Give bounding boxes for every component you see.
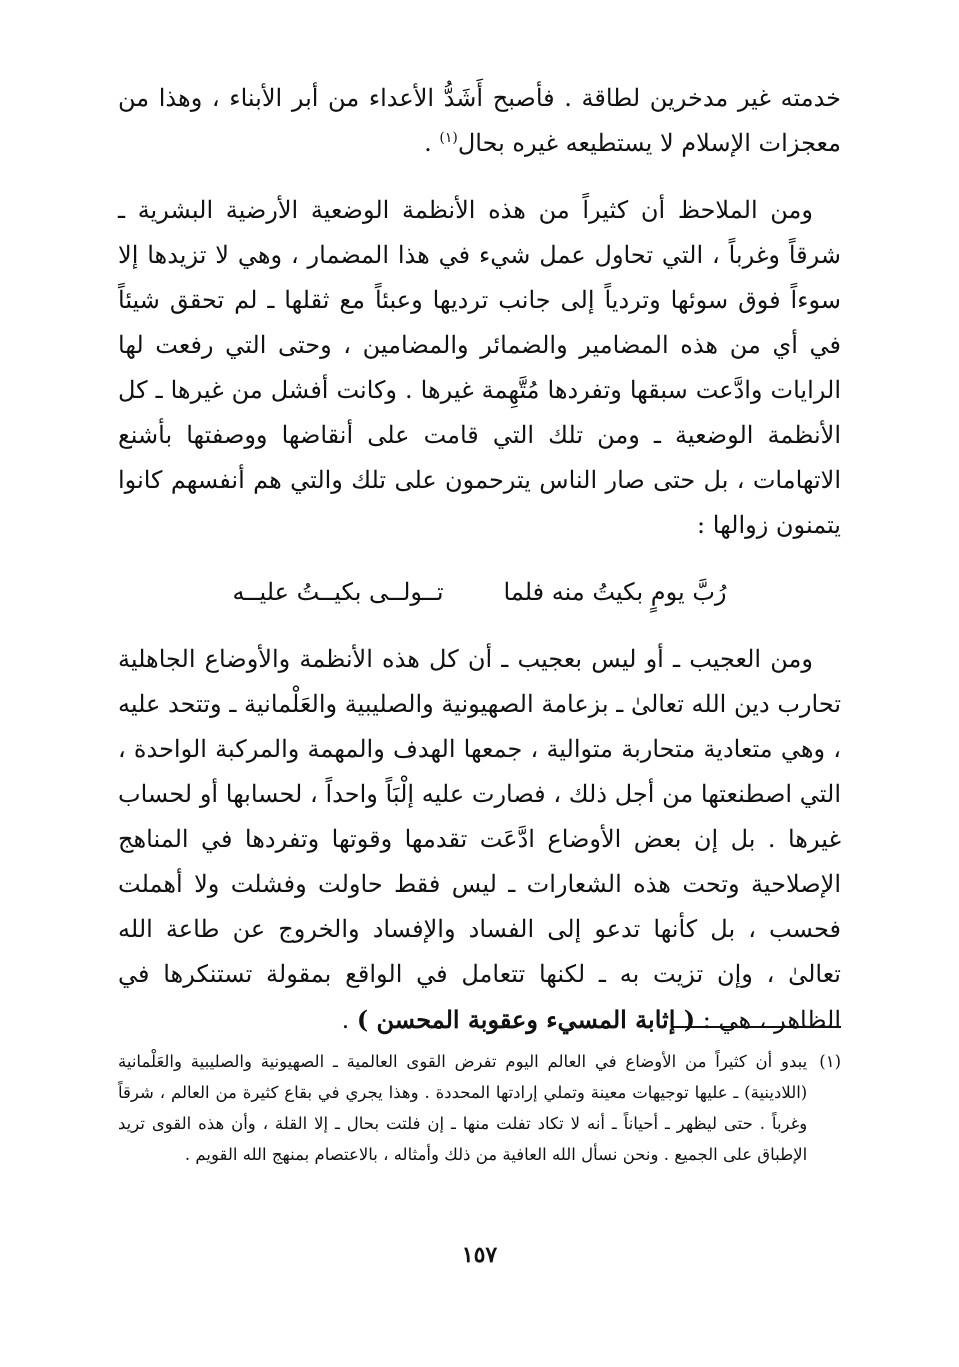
paragraph-3 — [118, 637, 841, 1043]
poetry-verse — [118, 570, 841, 615]
footnote — [118, 1046, 841, 1170]
page-number: ١٥٧ — [461, 1242, 498, 1268]
verse-first-hemistich: رُبَّ يومٍ بكيتُ منه فلما — [503, 578, 727, 606]
footnote-divider — [673, 1026, 841, 1028]
footnote-number: (١) — [819, 1052, 841, 1071]
paragraph-1-text: خدمته غير مدخرين لطاقة . فأصبح أَشَدُّ الأعداء من أبر الأبناء ، وهذا من معجزات الإسلام لا يستطيعه غيره بحال — [118, 84, 842, 157]
verse-second-hemistich: تــولــى بكيــتُ عليــه — [232, 578, 444, 606]
paragraph-3-end: . — [341, 1006, 357, 1034]
footnote-text: يبدو أن كثيراً من الأوضاع في العالم اليوم تفرض القوى العالمية ـ الصهيونية والصليبية والعَلْمانية (اللادينية) ـ عليها توجيهات معينة وتملي إرادتها المحددة . وهذا يجري في بقاع كثيرة من العالم ، شرقاً وغرباً . حتى ليظهر ـ أحياناً ـ أنه لا تكاد تفلت منها ـ إن فلتت بحال ـ إلا القلة ، وأن هذه القوى تريد الإطباق على الجميع . ونحن نسأل الله العافية من ذلك وأمثاله ، بالاعتصام بمنهج الله القويم . — [118, 1052, 808, 1164]
footnote-reference: (١) — [439, 130, 458, 146]
paragraph-2: ومن الملاحظ أن كثيراً من هذه الأنظمة الوضعية الأرضية البشرية ـ شرقاً وغرباً ، التي تحاول عمل شيء في هذا المضمار ، وهي لا تزيدها إلا سوءاً فوق سوئها وتردياً إلى جانب ترديها وعبئاً مع ثقلها ـ لم تحقق شيئاً في أي من هذه المضامير والضمائر والمضامين ، وحتى التي رفعت لها الرايات وادَّعت سبقها وتفردها مُتَّهِمة غيرها . وكانت أفشل من غيرها ـ كل الأنظمة الوضعية ـ ومن تلك التي قامت على أنقاضها ووصفتها بأشنع الاتهامات ، بل حتى صار الناس يترحمون على تلك والتي هم أنفسهم كانوا يتمنون زوالها : — [118, 196, 841, 539]
paragraph-1-end: . — [424, 129, 440, 157]
paragraph-3-text: ومن العجيب ـ أو ليس بعجيب ـ أن كل هذه الأنظمة والأوضاع الجاهلية تحارب دين الله تعالىٰ ـ بزعامة الصهيونية والصليبية والعَلْمانية ـ وتتحد عليه ، وهي متعادية متحاربة متوالية ، جمعها الهدف والمهمة والمركبة الواحدة ، التي اصطنعتها من أجل ذلك ، فصارت عليه إلْبَاً واحداً ، لحسابها أو لحساب غيرها . بل إن بعض الأوضاع ادَّعَت تقدمها وقوتها وتفردها في المناهج الإصلاحية وتحت هذه الشعارات ـ ليس فقط حاولت وفشلت ولا أهملت فحسب ، بل كأنها تدعو إلى الفساد والإفساد والخروج عن طاعة الله تعالىٰ ، وإن تزيت به ـ لكنها تتعامل في الواقع بمقولة تستنكرها في الظاهر ، هي : — [118, 645, 841, 1034]
main-text — [118, 76, 841, 1065]
paragraph-1 — [118, 76, 841, 166]
paragraph-3-quote: ( إثابة المسيء وعقوبة المحسن ) — [356, 1005, 696, 1034]
